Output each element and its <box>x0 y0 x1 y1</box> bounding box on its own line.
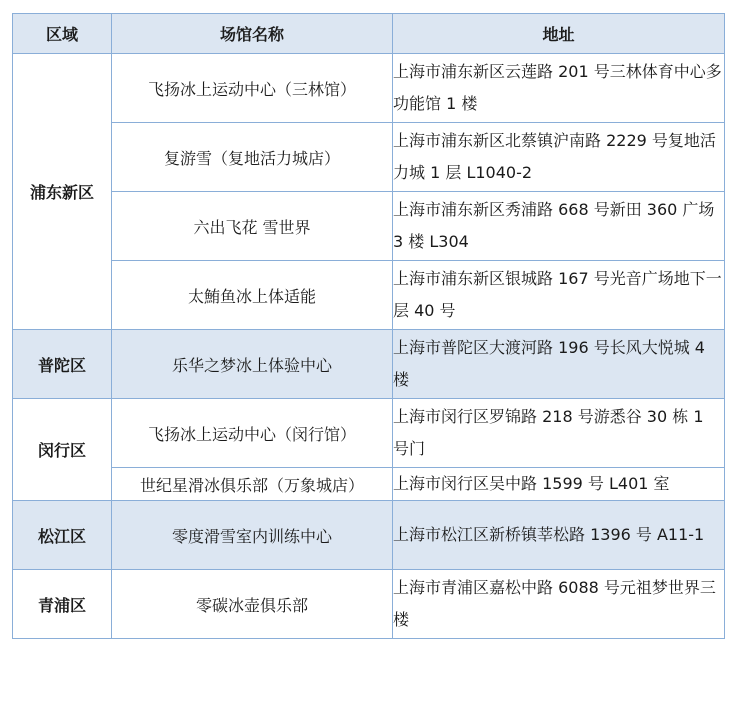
venue-cell: 零度滑雪室内训练中心 <box>112 501 393 570</box>
district-cell: 浦东新区 <box>13 54 112 330</box>
address-cell: 上海市闵行区罗锦路 218 号游悉谷 30 栋 1 号门 <box>393 399 725 468</box>
address-cell: 上海市普陀区大渡河路 196 号长风大悦城 4 楼 <box>393 330 725 399</box>
table-row <box>13 192 725 261</box>
address-cell: 上海市青浦区嘉松中路 6088 号元祖梦世界三楼 <box>393 570 725 639</box>
address-cell: 上海市浦东新区秀浦路 668 号新田 360 广场 3 楼 L304 <box>393 192 725 261</box>
address-cell: 上海市浦东新区银城路 167 号光音广场地下一层 40 号 <box>393 261 725 330</box>
header-address: 地址 <box>393 14 725 54</box>
district-cell: 闵行区 <box>13 399 112 501</box>
table-row <box>13 468 725 501</box>
address-cell: 上海市松江区新桥镇莘松路 1396 号 A11-1 <box>393 501 725 570</box>
venue-cell: 乐华之梦冰上体验中心 <box>112 330 393 399</box>
venue-cell: 六出飞花 雪世界 <box>112 192 393 261</box>
venue-cell: 太鮪鱼冰上体适能 <box>112 261 393 330</box>
address-cell: 上海市闵行区吴中路 1599 号 L401 室 <box>393 468 725 501</box>
table-row <box>13 330 725 399</box>
table-row <box>13 54 725 123</box>
venue-cell: 复游雪（复地活力城店） <box>112 123 393 192</box>
venue-cell: 零碳冰壶俱乐部 <box>112 570 393 639</box>
venue-cell: 世纪星滑冰俱乐部（万象城店） <box>112 468 393 501</box>
district-cell: 松江区 <box>13 501 112 570</box>
table-row <box>13 261 725 330</box>
district-cell: 青浦区 <box>13 570 112 639</box>
venue-table <box>12 13 725 639</box>
district-cell: 普陀区 <box>13 330 112 399</box>
venue-cell: 飞扬冰上运动中心（三林馆） <box>112 54 393 123</box>
header-row <box>13 14 725 54</box>
address-cell: 上海市浦东新区云莲路 201 号三林体育中心多功能馆 1 楼 <box>393 54 725 123</box>
venue-cell: 飞扬冰上运动中心（闵行馆） <box>112 399 393 468</box>
header-venue: 场馆名称 <box>112 14 393 54</box>
address-cell: 上海市浦东新区北蔡镇沪南路 2229 号复地活力城 1 层 L1040-2 <box>393 123 725 192</box>
table-row <box>13 570 725 639</box>
header-district: 区域 <box>13 14 112 54</box>
table-row <box>13 123 725 192</box>
table-row <box>13 501 725 570</box>
table-row <box>13 399 725 468</box>
